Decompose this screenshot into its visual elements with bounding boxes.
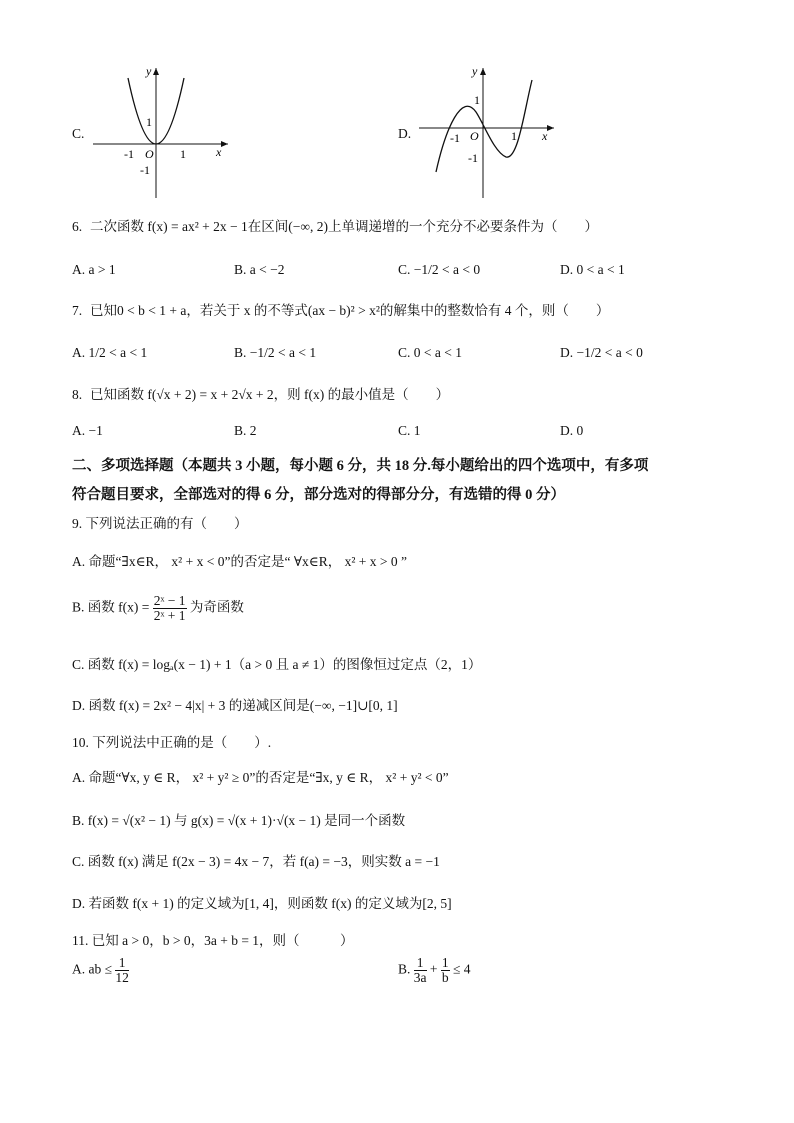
question-10-option-b[interactable]: B. f(x) = √(x² − 1) 与 g(x) = √(x + 1)·√(x − 1) 是同一个函数	[72, 813, 406, 828]
question-7-number: 7.	[72, 303, 83, 318]
question-9-option-b-prefix: B. 函数 f(x) =	[72, 599, 150, 615]
question-6-number: 6.	[72, 219, 83, 234]
graph-c-x-label: x	[216, 145, 222, 159]
graph-c-origin: O	[145, 147, 154, 161]
question-11-option-a[interactable]	[72, 956, 129, 985]
graph-c-tick-1-y: 1	[146, 115, 152, 129]
question-11-option-b-fraction-2	[441, 956, 450, 985]
graph-d-tick-1-x: 1	[511, 129, 517, 143]
section-2-heading-line1: 二、多项选择题（本题共 3 小题，每小题 6 分，共 18 分.每小题给出的四个选项中，有多项	[72, 458, 649, 474]
question-11-option-a-fraction	[115, 956, 129, 985]
fraction-denominator: 3a	[413, 970, 427, 985]
option-c-label[interactable]: C.	[72, 126, 85, 141]
question-11-option-b[interactable]	[398, 956, 471, 985]
fraction-numerator: 2ˣ − 1	[153, 593, 186, 608]
fraction-numerator: 1	[441, 955, 449, 970]
question-9-stem: 9. 下列说法正确的有（ ）	[72, 516, 248, 531]
question-9-option-d[interactable]: D. 函数 f(x) = 2x² − 4|x| + 3 的递减区间是(−∞, −1]∪[0, 1]	[72, 698, 398, 713]
cubic-curve	[436, 80, 532, 172]
question-6-option-d[interactable]: D. 0 < a < 1	[560, 262, 625, 277]
graph-c-tick-neg1-y: -1	[140, 163, 150, 177]
question-7-option-b[interactable]: B. −1/2 < a < 1	[234, 345, 317, 360]
graph-d-y-label: y	[472, 64, 478, 78]
graph-d	[414, 62, 564, 202]
question-10-option-c[interactable]: C. 函数 f(x) 满足 f(2x − 3) = 4x − 7，若 f(a) = −3，则实数 a = −1	[72, 854, 440, 869]
question-8-stem: 已知函数 f(√x + 2) = x + 2√x + 2，则 f(x) 的最小值是（ ）	[90, 387, 450, 402]
question-10-option-d[interactable]: D. 若函数 f(x + 1) 的定义域为[1, 4]，则函数 f(x) 的定义域为[2, 5]	[72, 896, 452, 911]
graph-d-tick-neg1-x: -1	[450, 131, 460, 145]
question-9-option-b-fraction	[153, 594, 187, 623]
question-11-option-b-prefix: B.	[398, 961, 411, 977]
graph-c-tick-neg1-x: -1	[124, 147, 134, 161]
question-6-option-a[interactable]: A. a > 1	[72, 262, 116, 277]
question-7-option-d[interactable]: D. −1/2 < a < 0	[560, 345, 643, 360]
option-d-label[interactable]: D.	[398, 126, 412, 141]
question-7-option-c[interactable]: C. 0 < a < 1	[398, 345, 462, 360]
graph-c-y-label: y	[146, 64, 152, 78]
graph-c	[88, 62, 238, 202]
fraction-numerator: 1	[414, 956, 427, 971]
question-6-option-c[interactable]: C. −1/2 < a < 0	[398, 262, 481, 277]
fraction-denominator: 12	[115, 970, 129, 985]
question-8-option-a[interactable]: A. −1	[72, 423, 103, 438]
question-8-option-b[interactable]: B. 2	[234, 423, 257, 438]
question-9-option-b-suffix: 为奇函数	[189, 599, 244, 615]
question-7-option-a[interactable]: A. 1/2 < a < 1	[72, 345, 148, 360]
question-8-option-d[interactable]: D. 0	[560, 423, 584, 438]
graph-d-tick-neg1-y: -1	[468, 151, 478, 165]
question-11-option-b-suffix: ≤ 4	[453, 961, 471, 977]
question-6-stem: 二次函数 f(x) = ax² + 2x − 1在区间(−∞, 2)上单调递增的一个充分不必要条件为（ ）	[90, 219, 598, 234]
question-10-stem: 10. 下列说法中正确的是（ ）.	[72, 735, 272, 750]
question-10-option-a[interactable]: A. 命题“∀x, y ∈ R， x² + y² ≥ 0”的否定是“∃x, y ∈ R， x² + y² < 0”	[72, 770, 449, 785]
plus-sign: +	[429, 961, 438, 977]
graph-d-x-label: x	[542, 129, 548, 143]
question-9-option-b[interactable]	[72, 594, 244, 623]
question-9-option-c[interactable]: C. 函数 f(x) = logₐ(x − 1) + 1（a > 0 且 a ≠ 1）的图像恒过定点（2，1）	[72, 657, 482, 672]
fraction-denominator: 2ˣ + 1	[153, 608, 186, 623]
fraction-denominator: b	[441, 970, 449, 985]
question-11-option-a-prefix: A. ab ≤	[72, 961, 113, 977]
graph-d-origin: O	[470, 129, 479, 143]
fraction-numerator: 1	[115, 956, 129, 971]
question-6-option-b[interactable]: B. a < −2	[234, 262, 285, 277]
question-11-option-b-fraction-1	[414, 956, 427, 985]
question-7-stem: 已知0 < b < 1 + a，若关于 x 的不等式(ax − b)² > x²的解集中的整数恰有 4 个，则（ ）	[90, 303, 610, 318]
graph-c-tick-1-x: 1	[180, 147, 186, 161]
question-8-option-c[interactable]: C. 1	[398, 423, 421, 438]
graph-d-tick-1-y: 1	[474, 93, 480, 107]
question-11-stem: 11. 已知 a > 0，b > 0，3a + b = 1，则（ ）	[72, 933, 354, 948]
question-9-option-a[interactable]: A. 命题“∃x∈R， x² + x < 0”的否定是“ ∀x∈R， x² + x > 0 ”	[72, 554, 407, 569]
section-2-heading-line2: 符合题目要求，全部选对的得 6 分，部分选对的得部分分，有选错的得 0 分）	[72, 487, 565, 503]
question-8-number: 8.	[72, 387, 83, 402]
